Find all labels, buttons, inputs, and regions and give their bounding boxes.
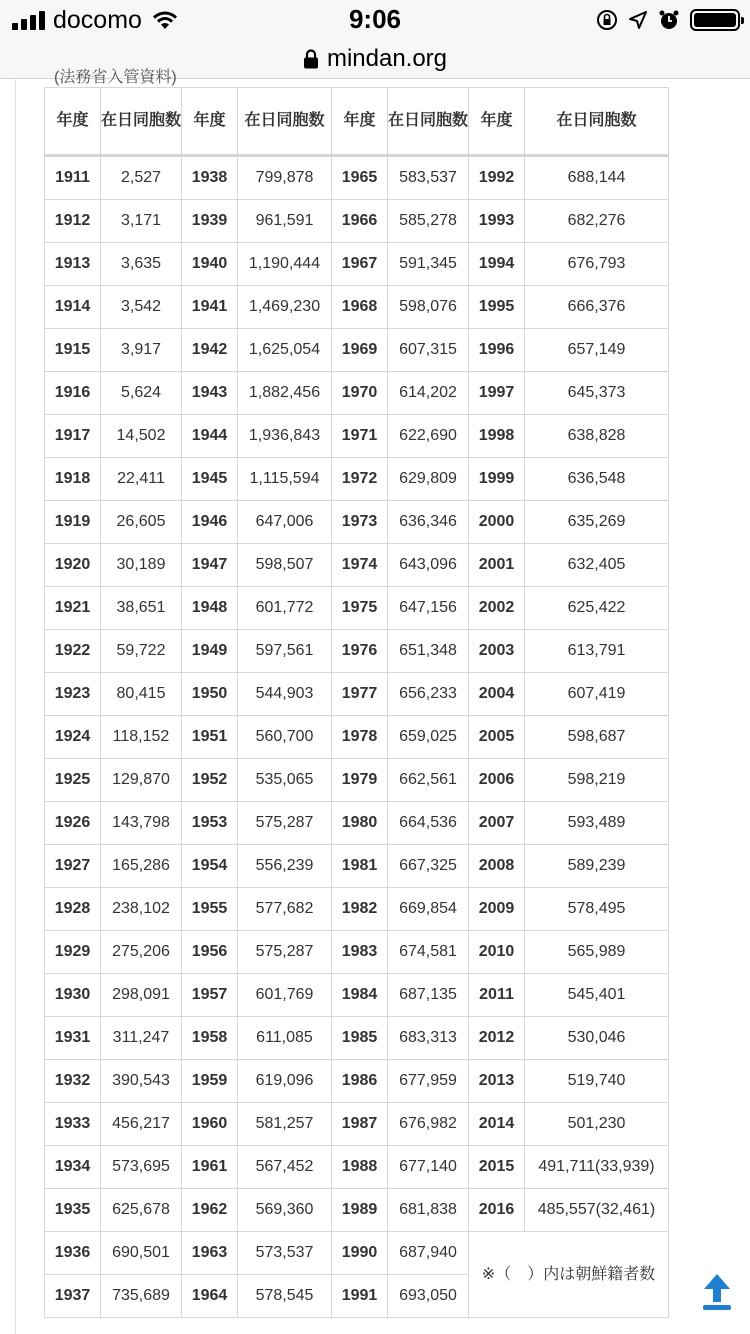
population-cell: 601,769 [238,974,332,1017]
population-cell: 530,046 [525,1017,669,1060]
population-cell: 643,096 [388,544,469,587]
battery-icon [690,9,740,31]
year-cell: 1928 [45,888,101,931]
year-cell: 1920 [45,544,101,587]
year-cell: 1954 [182,845,238,888]
year-cell: 1979 [332,759,388,802]
year-cell: 2007 [469,802,525,845]
table-header-row [45,88,669,156]
population-cell: 578,495 [525,888,669,931]
year-cell: 1919 [45,501,101,544]
population-cell: 681,838 [388,1189,469,1232]
table-row [45,415,669,458]
year-cell: 1937 [45,1275,101,1318]
year-cell: 1964 [182,1275,238,1318]
header-year: 年度 [332,88,388,156]
population-cell: 544,903 [238,673,332,716]
year-cell: 1911 [45,156,101,200]
population-cell: 59,722 [101,630,182,673]
year-cell: 2008 [469,845,525,888]
population-cell: 567,452 [238,1146,332,1189]
year-cell: 1970 [332,372,388,415]
population-cell: 667,325 [388,845,469,888]
year-cell: 1990 [332,1232,388,1275]
population-table [44,87,669,1318]
year-cell: 1929 [45,931,101,974]
year-cell: 1991 [332,1275,388,1318]
population-cell: 693,050 [388,1275,469,1318]
population-cell: 625,678 [101,1189,182,1232]
year-cell: 1918 [45,458,101,501]
year-cell: 2010 [469,931,525,974]
population-cell: 682,276 [525,200,669,243]
year-cell: 1925 [45,759,101,802]
year-cell: 2006 [469,759,525,802]
year-cell: 1921 [45,587,101,630]
year-cell: 1978 [332,716,388,759]
population-cell: 390,543 [101,1060,182,1103]
year-cell: 2005 [469,716,525,759]
year-cell: 1943 [182,372,238,415]
population-cell: 593,489 [525,802,669,845]
table-row [45,329,669,372]
year-cell: 1946 [182,501,238,544]
population-cell: 165,286 [101,845,182,888]
year-cell: 2012 [469,1017,525,1060]
table-row [45,759,669,802]
population-cell: 601,772 [238,587,332,630]
population-cell: 961,591 [238,200,332,243]
year-cell: 1957 [182,974,238,1017]
population-cell: 666,376 [525,286,669,329]
population-cell: 607,419 [525,673,669,716]
table-row [45,243,669,286]
population-cell: 799,878 [238,156,332,200]
year-cell: 1971 [332,415,388,458]
population-cell: 598,507 [238,544,332,587]
year-cell: 1924 [45,716,101,759]
table-row [45,587,669,630]
year-cell: 1949 [182,630,238,673]
table-row [45,974,669,1017]
year-cell: 1913 [45,243,101,286]
population-cell: 1,469,230 [238,286,332,329]
year-cell: 1960 [182,1103,238,1146]
status-bar [0,0,750,40]
population-cell: 298,091 [101,974,182,1017]
year-cell: 1942 [182,329,238,372]
battery-level [694,13,736,27]
population-cell: 619,096 [238,1060,332,1103]
population-cell: 636,346 [388,501,469,544]
population-cell: 569,360 [238,1189,332,1232]
population-cell: 556,239 [238,845,332,888]
table-row [45,1017,669,1060]
population-cell: 676,982 [388,1103,469,1146]
population-cell: 635,269 [525,501,669,544]
year-cell: 1939 [182,200,238,243]
population-cell: 622,690 [388,415,469,458]
year-cell: 1984 [332,974,388,1017]
population-cell: 118,152 [101,716,182,759]
year-cell: 1926 [45,802,101,845]
population-cell: 669,854 [388,888,469,931]
year-cell: 1951 [182,716,238,759]
population-cell: 1,936,843 [238,415,332,458]
year-cell: 1912 [45,200,101,243]
year-cell: 2014 [469,1103,525,1146]
year-cell: 1986 [332,1060,388,1103]
year-cell: 1948 [182,587,238,630]
population-cell: 690,501 [101,1232,182,1275]
location-arrow-icon [628,10,648,30]
population-cell: 578,545 [238,1275,332,1318]
population-cell: 26,605 [101,501,182,544]
population-cell: 583,537 [388,156,469,200]
population-cell: 311,247 [101,1017,182,1060]
year-cell: 1998 [469,415,525,458]
population-cell: 662,561 [388,759,469,802]
population-cell: 1,882,456 [238,372,332,415]
population-cell: 581,257 [238,1103,332,1146]
year-cell: 2015 [469,1146,525,1189]
population-cell: 491,711(33,939) [525,1146,669,1189]
population-cell: 577,682 [238,888,332,931]
year-cell: 1995 [469,286,525,329]
table-row [45,1189,669,1232]
year-cell: 1952 [182,759,238,802]
year-cell: 1944 [182,415,238,458]
table-row [45,931,669,974]
year-cell: 2013 [469,1060,525,1103]
population-cell: 589,239 [525,845,669,888]
population-cell: 575,287 [238,931,332,974]
year-cell: 1988 [332,1146,388,1189]
year-cell: 1974 [332,544,388,587]
population-cell: 677,959 [388,1060,469,1103]
year-cell: 1969 [332,329,388,372]
year-cell: 2011 [469,974,525,1017]
year-cell: 1963 [182,1232,238,1275]
population-cell: 636,548 [525,458,669,501]
year-cell: 2009 [469,888,525,931]
year-cell: 1959 [182,1060,238,1103]
year-cell: 1940 [182,243,238,286]
population-cell: 676,793 [525,243,669,286]
population-cell: 535,065 [238,759,332,802]
table-row [45,458,669,501]
header-year: 年度 [45,88,101,156]
population-cell: 1,190,444 [238,243,332,286]
population-cell: 597,561 [238,630,332,673]
year-cell: 1965 [332,156,388,200]
population-cell: 501,230 [525,1103,669,1146]
population-cell: 664,536 [388,802,469,845]
population-cell: 688,144 [525,156,669,200]
population-cell: 651,348 [388,630,469,673]
table-caption: (法務省入管資料) [54,69,177,86]
year-cell: 1994 [469,243,525,286]
population-cell: 1,115,594 [238,458,332,501]
population-cell: 611,085 [238,1017,332,1060]
carrier-name: docomo [53,5,142,34]
url-display[interactable] [303,45,447,73]
population-cell: 645,373 [525,372,669,415]
population-cell: 625,422 [525,587,669,630]
year-cell: 1933 [45,1103,101,1146]
population-cell: 5,624 [101,372,182,415]
year-cell: 1932 [45,1060,101,1103]
table-row [45,286,669,329]
header-year: 年度 [182,88,238,156]
population-cell: 735,689 [101,1275,182,1318]
year-cell: 1999 [469,458,525,501]
table-row [45,716,669,759]
population-table-container [44,87,669,1318]
table-row [45,544,669,587]
year-cell: 1968 [332,286,388,329]
population-cell: 647,006 [238,501,332,544]
year-cell: 1989 [332,1189,388,1232]
year-cell: 1966 [332,200,388,243]
population-cell: 638,828 [525,415,669,458]
population-cell: 607,315 [388,329,469,372]
url-text: mindan.org [326,45,448,72]
year-cell: 2001 [469,544,525,587]
population-cell: 659,025 [388,716,469,759]
year-cell: 1985 [332,1017,388,1060]
year-cell: 1922 [45,630,101,673]
table-row [45,1146,669,1189]
population-cell: 598,687 [525,716,669,759]
table-row [45,372,669,415]
population-cell: 456,217 [101,1103,182,1146]
year-cell: 1938 [182,156,238,200]
year-cell: 1934 [45,1146,101,1189]
population-cell: 3,917 [101,329,182,372]
year-cell: 1955 [182,888,238,931]
population-cell: 632,405 [525,544,669,587]
year-cell: 1953 [182,802,238,845]
year-cell: 1935 [45,1189,101,1232]
year-cell: 1977 [332,673,388,716]
year-cell: 1936 [45,1232,101,1275]
population-cell: 545,401 [525,974,669,1017]
header-population: 在日同胞数 [388,88,469,156]
year-cell: 2000 [469,501,525,544]
year-cell: 1947 [182,544,238,587]
year-cell: 2004 [469,673,525,716]
year-cell: 2003 [469,630,525,673]
population-cell: 1,625,054 [238,329,332,372]
population-cell: 573,537 [238,1232,332,1275]
population-cell: 22,411 [101,458,182,501]
year-cell: 1975 [332,587,388,630]
population-cell: 598,076 [388,286,469,329]
year-cell: 1927 [45,845,101,888]
population-cell: 14,502 [101,415,182,458]
population-cell: 591,345 [388,243,469,286]
status-bar-right [596,6,740,34]
year-cell: 1981 [332,845,388,888]
population-cell: 585,278 [388,200,469,243]
population-cell: 238,102 [101,888,182,931]
footnote-cell: ※（ ）内は朝鮮籍者数 [469,1232,669,1318]
table-row [45,1060,669,1103]
population-cell: 674,581 [388,931,469,974]
year-cell: 1983 [332,931,388,974]
table-row [45,1103,669,1146]
header-population: 在日同胞数 [101,88,182,156]
year-cell: 1923 [45,673,101,716]
table-row [45,156,669,200]
population-cell: 613,791 [525,630,669,673]
year-cell: 2016 [469,1189,525,1232]
table-row [45,802,669,845]
year-cell: 1930 [45,974,101,1017]
population-cell: 275,206 [101,931,182,974]
population-cell: 565,989 [525,931,669,974]
year-cell: 1982 [332,888,388,931]
population-cell: 575,287 [238,802,332,845]
year-cell: 1958 [182,1017,238,1060]
population-cell: 560,700 [238,716,332,759]
population-cell: 683,313 [388,1017,469,1060]
header-population: 在日同胞数 [238,88,332,156]
year-cell: 1987 [332,1103,388,1146]
population-cell: 614,202 [388,372,469,415]
year-cell: 1993 [469,200,525,243]
population-cell: 573,695 [101,1146,182,1189]
year-cell: 2002 [469,587,525,630]
population-cell: 687,940 [388,1232,469,1275]
year-cell: 1941 [182,286,238,329]
table-body [45,156,669,1318]
year-cell: 1931 [45,1017,101,1060]
population-cell: 2,527 [101,156,182,200]
year-cell: 1916 [45,372,101,415]
year-cell: 1917 [45,415,101,458]
population-cell: 656,233 [388,673,469,716]
table-row [45,630,669,673]
header-population: 在日同胞数 [525,88,669,156]
population-cell: 657,149 [525,329,669,372]
population-cell: 143,798 [101,802,182,845]
year-cell: 1967 [332,243,388,286]
year-cell: 1980 [332,802,388,845]
year-cell: 1972 [332,458,388,501]
page-border [15,79,16,1334]
year-cell: 1973 [332,501,388,544]
population-cell: 3,635 [101,243,182,286]
status-time: 9:06 [348,4,402,34]
population-cell: 687,135 [388,974,469,1017]
alarm-clock-icon [658,9,680,31]
year-cell: 1945 [182,458,238,501]
population-cell: 38,651 [101,587,182,630]
population-cell: 3,542 [101,286,182,329]
year-cell: 1914 [45,286,101,329]
header-year: 年度 [469,88,525,156]
year-cell: 1992 [469,156,525,200]
orientation-lock-icon [596,9,618,31]
scroll-to-top-icon[interactable] [700,1272,734,1312]
year-cell: 1997 [469,372,525,415]
population-cell: 485,557(32,461) [525,1189,669,1232]
population-cell: 647,156 [388,587,469,630]
lock-icon [303,49,319,69]
year-cell: 1962 [182,1189,238,1232]
population-cell: 677,140 [388,1146,469,1189]
table-row [45,845,669,888]
population-cell: 80,415 [101,673,182,716]
population-cell: 519,740 [525,1060,669,1103]
population-cell: 629,809 [388,458,469,501]
population-cell: 30,189 [101,544,182,587]
table-row [45,1232,669,1275]
year-cell: 1950 [182,673,238,716]
table-row [45,888,669,931]
year-cell: 1961 [182,1146,238,1189]
population-cell: 3,171 [101,200,182,243]
year-cell: 1996 [469,329,525,372]
year-cell: 1956 [182,931,238,974]
year-cell: 1976 [332,630,388,673]
year-cell: 1915 [45,329,101,372]
table-row [45,673,669,716]
population-cell: 598,219 [525,759,669,802]
table-row [45,501,669,544]
population-cell: 129,870 [101,759,182,802]
table-row [45,200,669,243]
